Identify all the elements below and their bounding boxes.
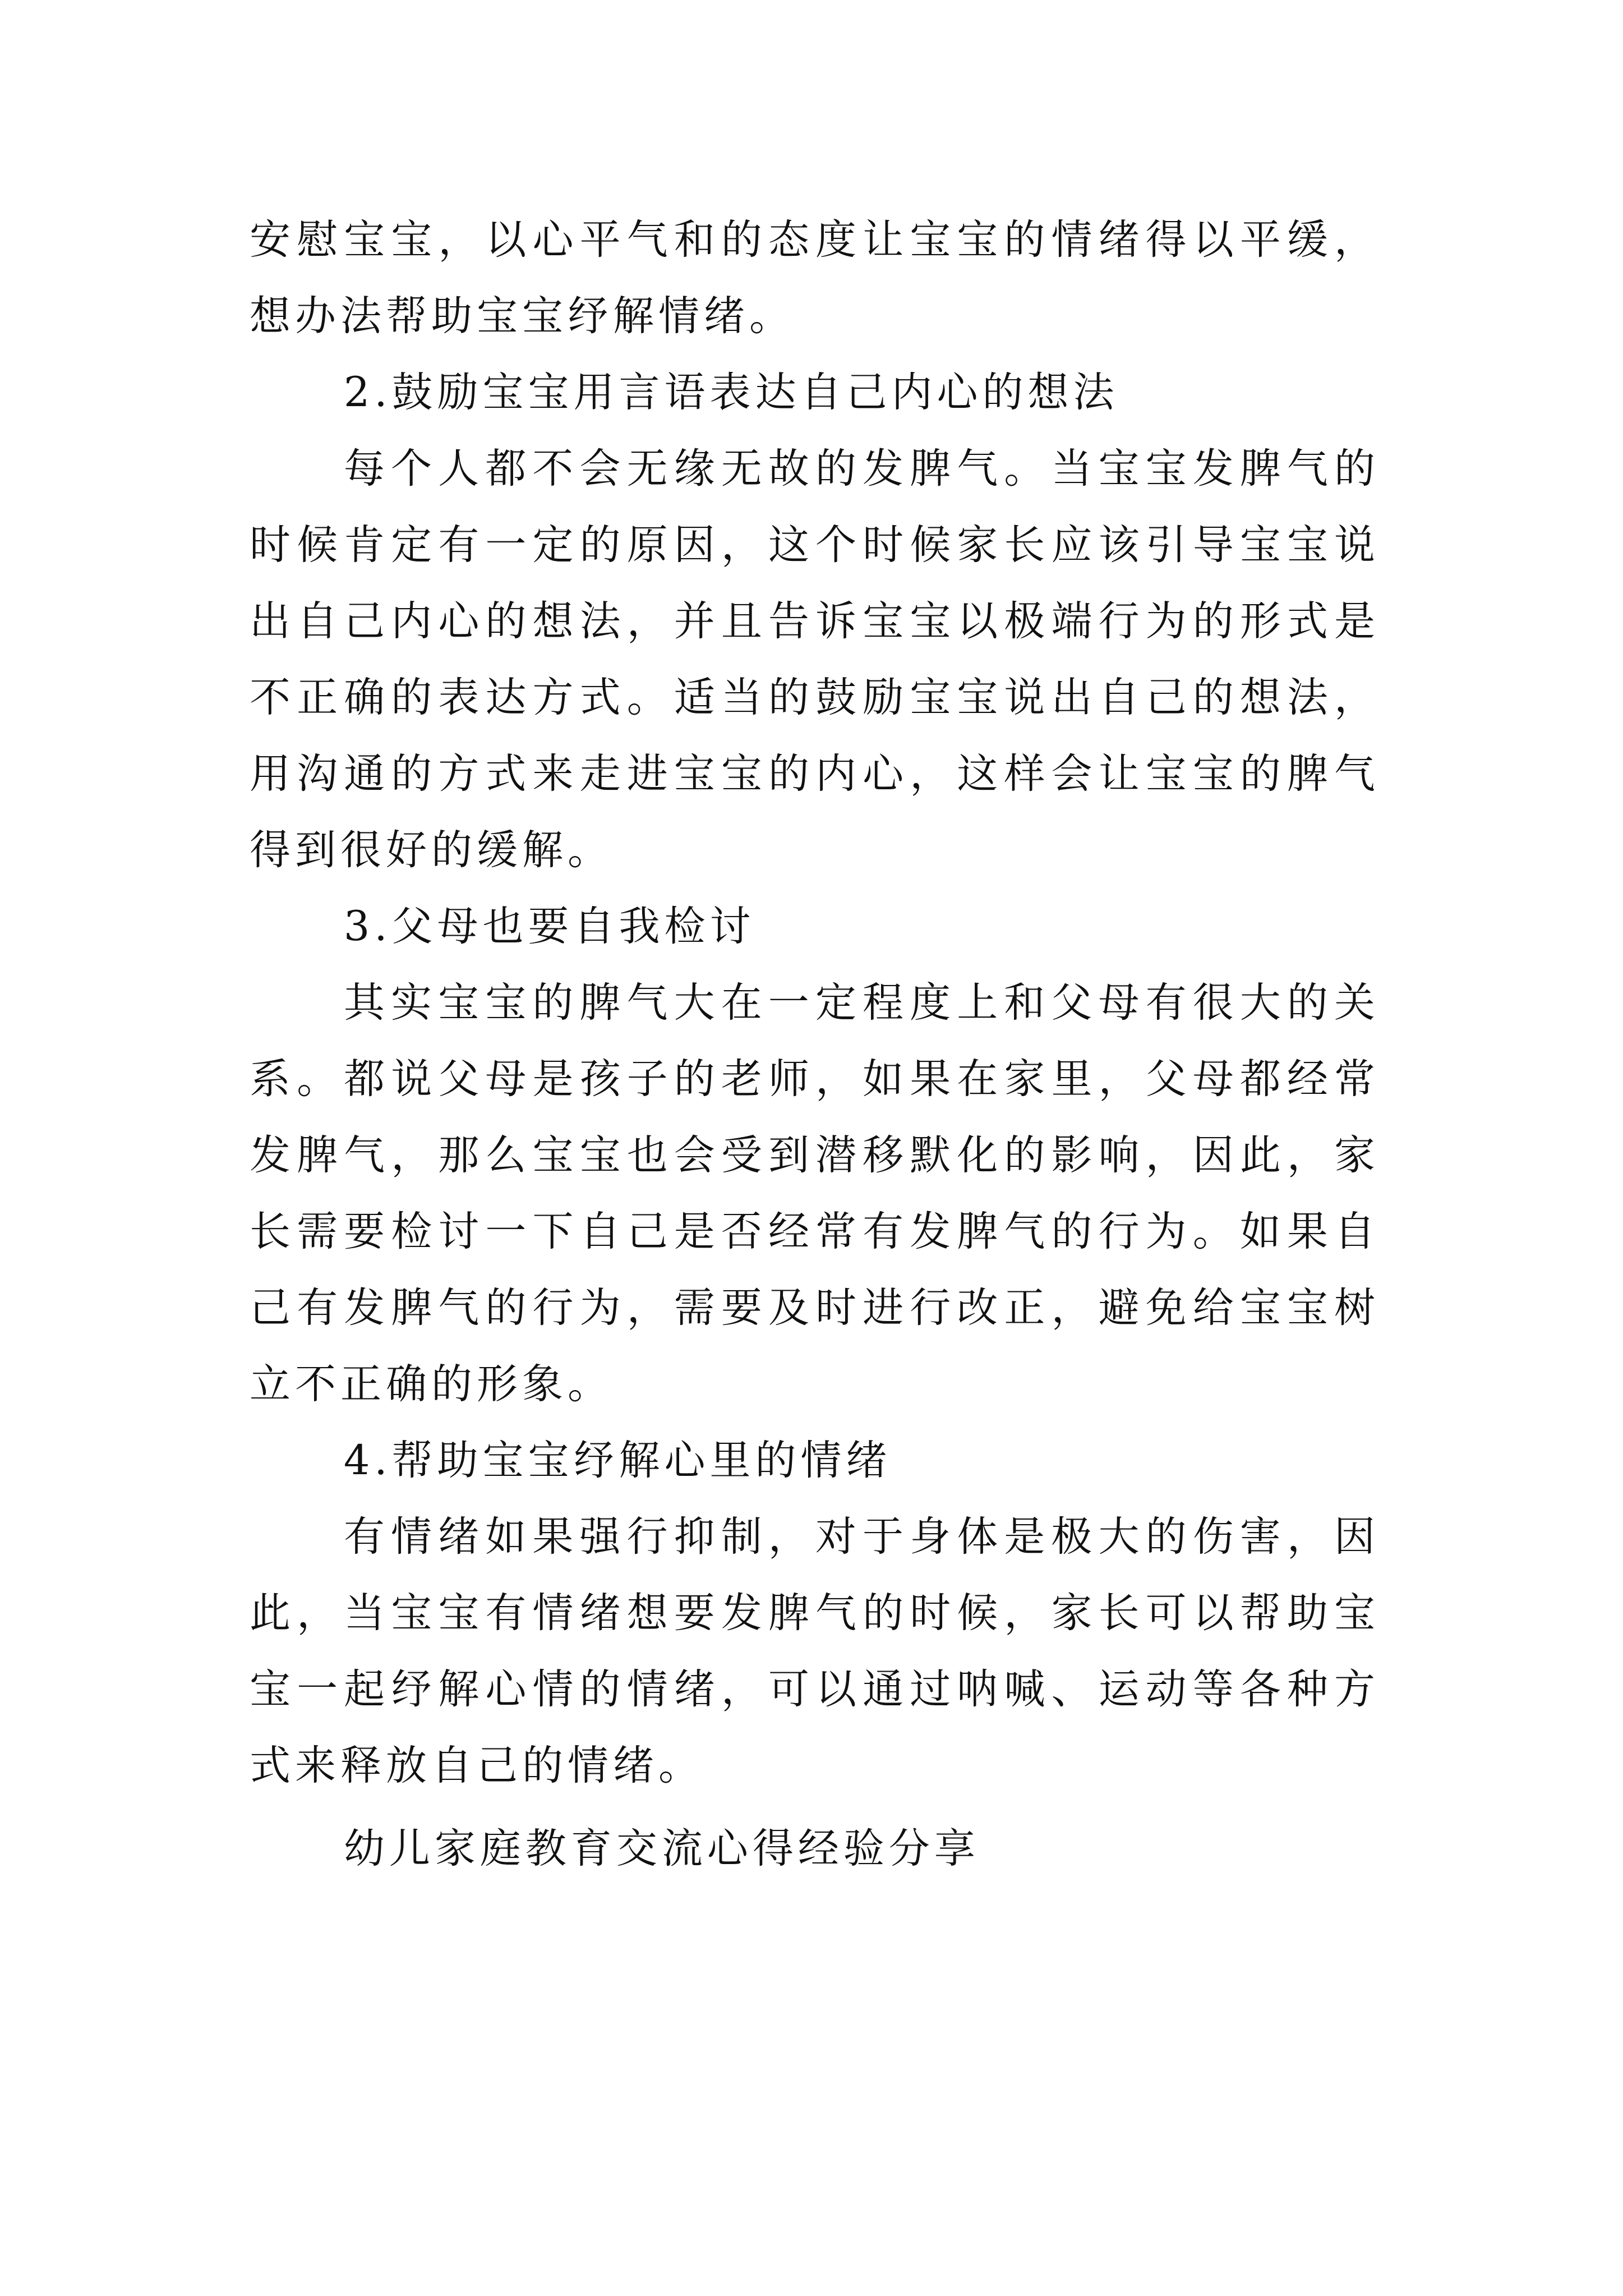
section-heading-4: 4.帮助宝宝纾解心里的情绪 (343, 1437, 892, 1484)
section-heading-3: 3.父母也要自我检讨 (343, 903, 755, 950)
document-body (250, 202, 1380, 1887)
section-heading-2: 2.鼓励宝宝用言语表达自己内心的想法 (343, 369, 1119, 416)
paragraph-2: 每个人都不会无缘无故的发脾气。当宝宝发脾气的时候肯定有一定的原因，这个时候家长应该引导宝宝说出自己内心的想法，并且告诉宝宝以极端行为的形式是不正确的表达方式。适当的鼓励宝宝说出自己的想法，用沟通的方式来走进宝宝的内心，这样会让宝宝的脾气得到很好的缓解。 (250, 445, 1380, 874)
paragraph-4: 有情绪如果强行抑制，对于身体是极大的伤害，因此，当宝宝有情绪想要发脾气的时候，家长可以帮助宝宝一起纾解心情的情绪，可以通过呐喊、运动等各种方式来释放自己的情绪。 (250, 1513, 1380, 1789)
closing-title: 幼儿家庭教育交流心得经验分享 (343, 1825, 980, 1872)
paragraph-continued: 安慰宝宝，以心平气和的态度让宝宝的情绪得以平缓，想办法帮助宝宝纾解情绪。 (250, 216, 1380, 340)
paragraph-3: 其实宝宝的脾气大在一定程度上和父母有很大的关系。都说父母是孩子的老师，如果在家里，父母都经常发脾气，那么宝宝也会受到潜移默化的影响，因此，家长需要检讨一下自己是否经常有发脾气的行为。如果自己有发脾气的行为，需要及时进行改正，避免给宝宝树立不正确的形象。 (250, 979, 1380, 1408)
